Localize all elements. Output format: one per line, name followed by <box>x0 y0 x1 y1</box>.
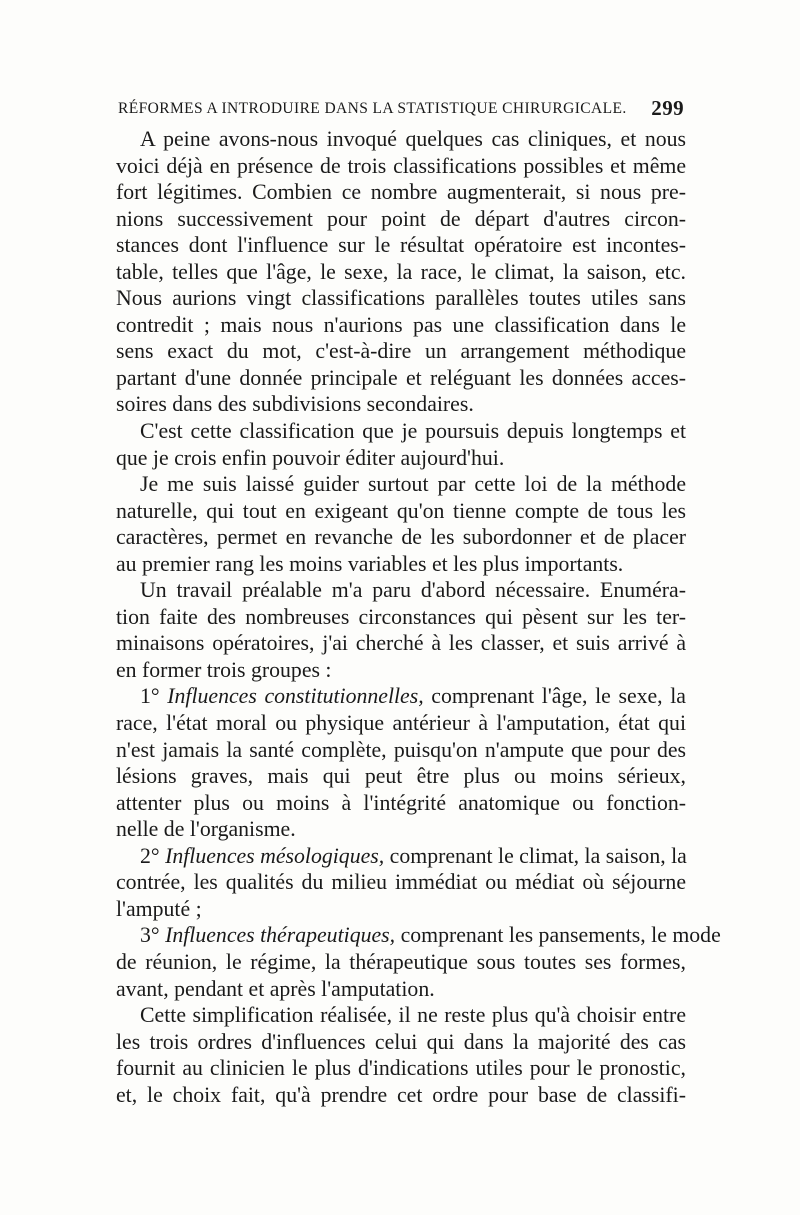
text-line: au premier rang les moins variables et les plus importants. <box>116 551 624 576</box>
text-line: tion faite des nombreuses circonstances qui pèsent sur les ter- <box>116 604 686 629</box>
text-line: que je crois enfin pouvoir éditer aujourd'hui. <box>116 445 505 470</box>
text-line: avant, pendant et après l'amputation. <box>116 976 435 1001</box>
text-line: lésions graves, mais qui peut être plus ou moins sérieux, <box>116 764 686 789</box>
text-line: l'amputé ; <box>116 896 202 921</box>
text-line: les trois ordres d'influences celui qui dans la majorité des cas <box>116 1029 686 1054</box>
text-line: Cette simplification réalisée, il ne reste plus qu'à choisir entre <box>140 1003 686 1028</box>
text-line: sens exact du mot, c'est-à-dire un arrangement méthodique <box>116 339 686 364</box>
text-line: naturelle, qui tout en exigeant qu'on tienne compte de tous les <box>116 498 686 523</box>
text-line: attenter plus ou moins à l'intégrité anatomique ou fonction- <box>116 790 686 815</box>
running-title: RÉFORMES A INTRODUIRE DANS LA STATISTIQUE CHIRURGICALE. <box>118 100 627 117</box>
list-item-first-line <box>116 843 686 870</box>
text-line: stances dont l'influence sur le résultat opératoire est incontes- <box>116 233 686 258</box>
text-line: soires dans des subdivisions secondaires. <box>116 392 474 417</box>
body-text <box>116 126 721 1108</box>
text-line: nions successivement pour point de départ d'autres circon- <box>116 206 686 231</box>
list-term: Influences constitutionnelles, <box>167 684 424 709</box>
text-line: n'est jamais la santé complète, puisqu'on n'ampute que pour des <box>116 737 686 762</box>
text-line: de réunion, le régime, la thérapeutique sous toutes ses formes, <box>116 949 686 974</box>
text-line: contredit ; mais nous n'aurions pas une classification dans le <box>116 312 686 337</box>
text-line: fournit au clinicien le plus d'indications utiles pour le pronostic, <box>116 1056 686 1081</box>
text-line: voici déjà en présence de trois classifications possibles et même <box>116 153 686 178</box>
text-line: contrée, les qualités du milieu immédiat ou médiat où séjourne <box>116 870 686 895</box>
list-number: 2° <box>140 843 160 868</box>
text-line: nelle de l'organisme. <box>116 817 296 842</box>
list-text: comprenant les pansements, le mode <box>400 923 721 948</box>
text-line: minaisons opératoires, j'ai cherché à les classer, et suis arrivé à <box>116 631 686 656</box>
text-line: race, l'état moral ou physique antérieur à l'amputation, état qui <box>116 711 686 736</box>
list-term: Influences mésologiques, <box>165 843 385 868</box>
text-line: C'est cette classification que je poursuis depuis longtemps et <box>140 419 686 444</box>
running-head <box>118 96 684 120</box>
page-number: 299 <box>651 96 684 120</box>
text-line: table, telles que l'âge, le sexe, la race, le climat, la saison, etc. <box>116 259 686 284</box>
text-line: fort légitimes. Combien ce nombre augmenterait, si nous pre- <box>116 180 686 205</box>
text-line: Un travail préalable m'a paru d'abord nécessaire. Enuméra- <box>140 578 686 603</box>
list-item-first-line <box>116 683 686 710</box>
list-text: comprenant le climat, la saison, la <box>389 843 687 868</box>
list-term: Influences thérapeutiques, <box>165 923 396 948</box>
text-line: A peine avons-nous invoqué quelques cas cliniques, et nous <box>140 127 686 151</box>
text-line: caractères, permet en revanche de les subordonner et de placer <box>116 525 686 550</box>
list-item-first-line <box>116 922 721 949</box>
list-number: 1° <box>140 684 160 709</box>
list-number: 3° <box>140 923 160 948</box>
list-text: comprenant l'âge, le sexe, la <box>431 684 686 709</box>
text-line: et, le choix fait, qu'à prendre cet ordre pour base de classifi- <box>116 1082 686 1107</box>
text-line: Je me suis laissé guider surtout par cette loi de la méthode <box>140 472 686 497</box>
text-line: partant d'une donnée principale et reléguant les données acces- <box>116 365 686 390</box>
text-line: en former trois groupes : <box>116 657 332 682</box>
text-line: Nous aurions vingt classifications parallèles toutes utiles sans <box>116 286 686 311</box>
